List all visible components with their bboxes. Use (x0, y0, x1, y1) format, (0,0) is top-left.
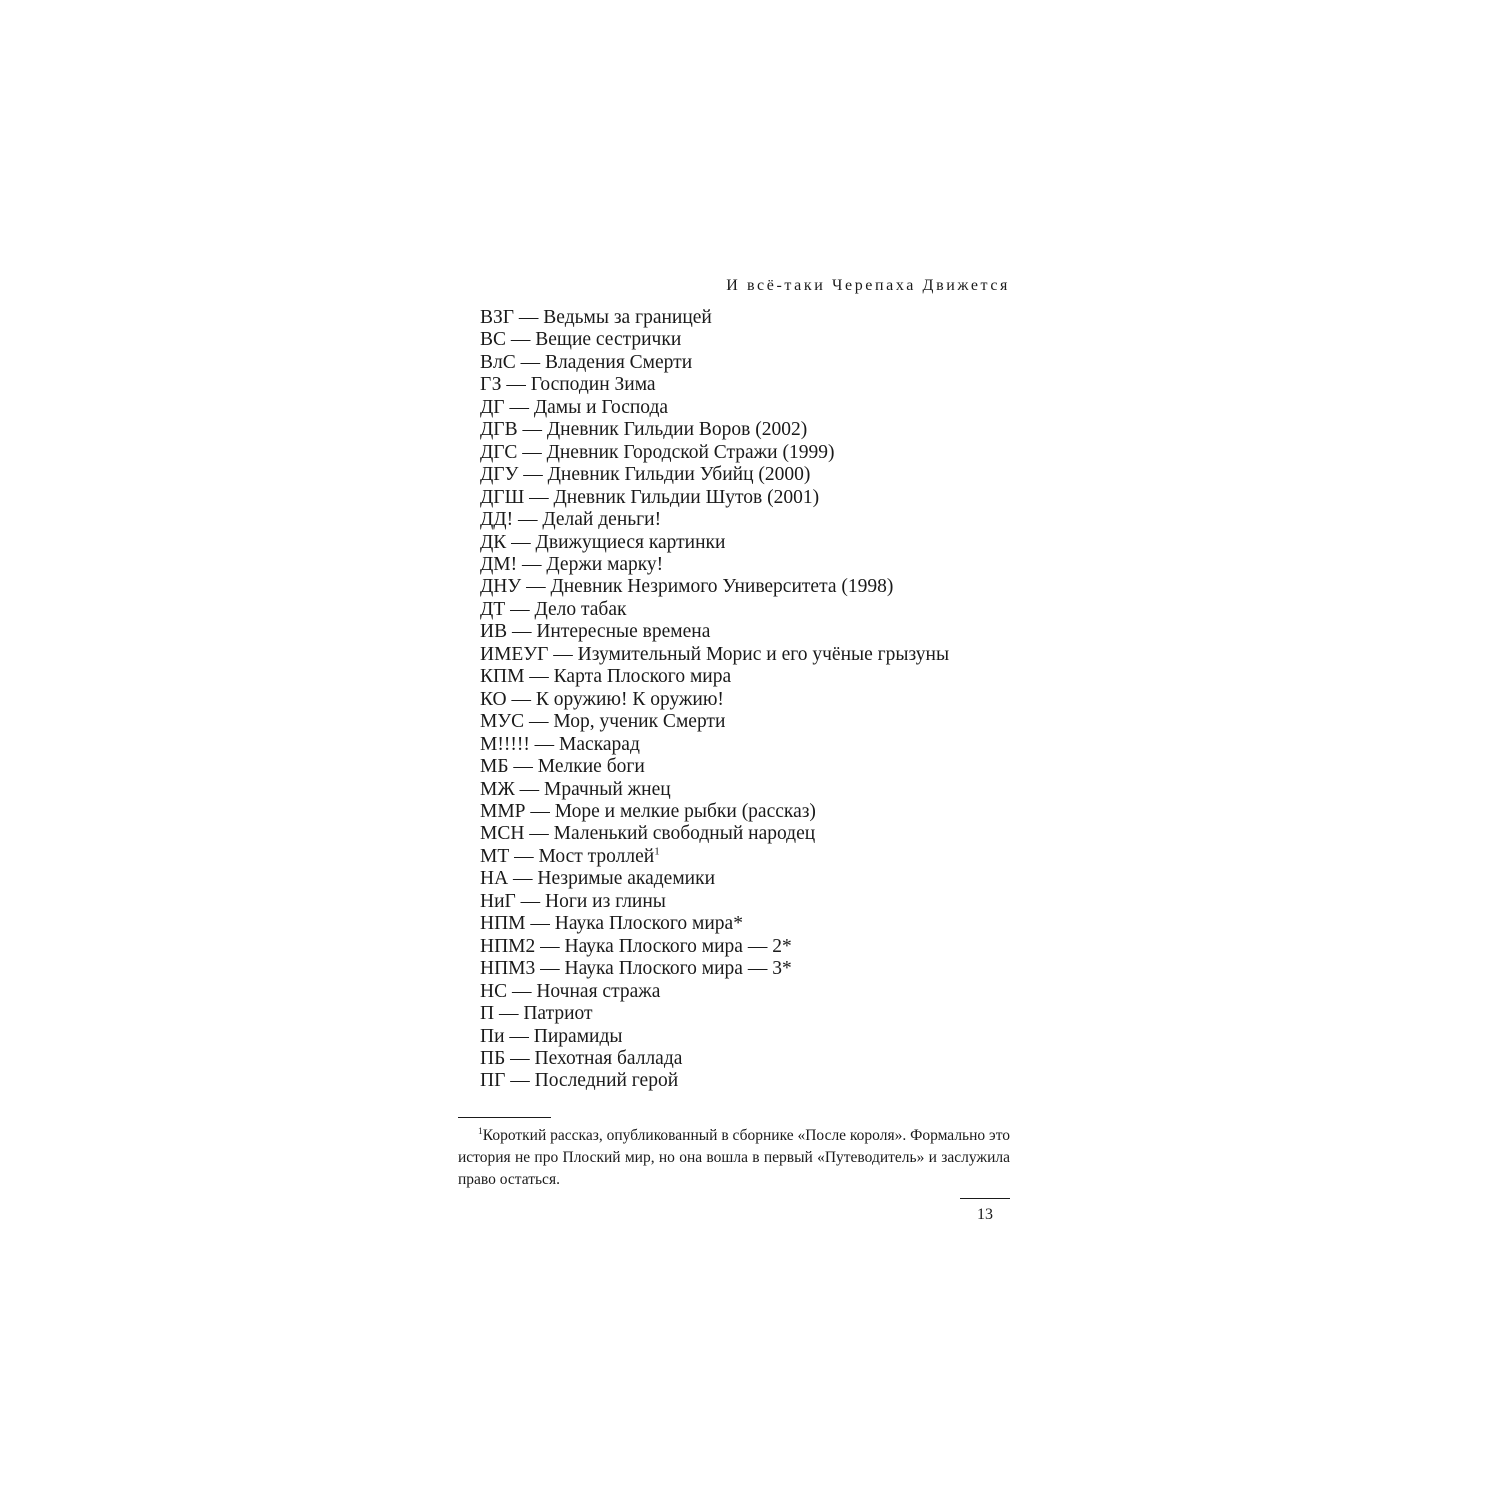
abbreviation-text: ДГШ — Дневник Гильдии Шутов (2001) (480, 486, 820, 508)
footnote-text: Короткий рассказ, опубликованный в сборнике «После короля». Формально это история не про Плоский мир, но она вошла в первый «Путеводитель» и заслужила право остаться. (458, 1127, 1011, 1188)
abbreviation-item (480, 1048, 949, 1070)
abbreviation-text: МТ — Мост троллей (480, 845, 655, 867)
abbreviation-item (480, 599, 949, 621)
abbreviation-item (480, 487, 949, 509)
footnote-marker: 1 (478, 1126, 483, 1137)
abbreviation-text: ДНУ — Дневник Незримого Университета (1998) (480, 576, 894, 598)
abbreviation-item (480, 958, 949, 980)
abbreviation-item (480, 779, 949, 801)
abbreviation-text: ММР — Море и мелкие рыбки (рассказ) (480, 800, 816, 822)
abbreviation-text: П — Патриот (480, 1003, 593, 1025)
page-number-rule (960, 1198, 1010, 1199)
footnote-rule (458, 1117, 551, 1118)
abbreviation-item (480, 352, 949, 374)
abbreviation-text: КО — К оружию! К оружию! (480, 688, 724, 710)
abbreviation-text: ДГВ — Дневник Гильдии Воров (2002) (480, 419, 808, 441)
abbreviation-item (480, 689, 949, 711)
abbreviation-item (480, 329, 949, 351)
abbreviation-text: ДТ — Дело табак (480, 598, 627, 620)
footnote (458, 1125, 1010, 1191)
abbreviation-item (480, 913, 949, 935)
abbreviation-text: ПБ — Пехотная баллада (480, 1047, 683, 1069)
abbreviation-item (480, 644, 949, 666)
abbreviation-item (480, 666, 949, 688)
abbreviation-item (480, 554, 949, 576)
abbreviation-item (480, 823, 949, 845)
abbreviation-item (480, 801, 949, 823)
abbreviation-text: ИВ — Интересные времена (480, 621, 711, 643)
abbreviation-text: ДГС — Дневник Городской Стражи (1999) (480, 441, 835, 463)
abbreviation-text: ВС — Вещие сестрички (480, 329, 682, 351)
abbreviation-item (480, 868, 949, 890)
abbreviation-text: НПМ — Наука Плоского мира* (480, 913, 743, 935)
abbreviation-text: ДД! — Делай деньги! (480, 509, 662, 531)
abbreviation-text: НиГ — Ноги из глины (480, 890, 666, 912)
abbreviation-text: НА — Незримые академики (480, 868, 715, 890)
abbreviation-text: ДГ — Дамы и Господа (480, 396, 669, 418)
abbreviation-item (480, 621, 949, 643)
abbreviation-item (480, 307, 949, 329)
abbreviation-text: Пи — Пирамиды (480, 1025, 623, 1047)
abbreviation-text: МСН — Маленький свободный народец (480, 823, 816, 845)
abbreviation-text: МБ — Мелкие боги (480, 756, 645, 778)
abbreviation-item (480, 509, 949, 531)
abbreviation-text: НПМ2 — Наука Плоского мира — 2* (480, 935, 792, 957)
abbreviation-text: МУС — Мор, ученик Смерти (480, 711, 726, 733)
abbreviation-item (480, 891, 949, 913)
abbreviation-item (480, 442, 949, 464)
abbreviation-item (480, 1003, 949, 1025)
abbreviation-text: МЖ — Мрачный жнец (480, 778, 671, 800)
running-head: И всё-таки Черепаха Движется (726, 277, 1010, 294)
abbreviation-item (480, 464, 949, 486)
abbreviation-text: НПМ3 — Наука Плоского мира — 3* (480, 958, 792, 980)
abbreviation-item (480, 711, 949, 733)
abbreviation-item (480, 981, 949, 1003)
abbreviation-item (480, 532, 949, 554)
abbreviation-text: ВлС — Владения Смерти (480, 351, 693, 373)
abbreviation-text: ДМ! — Держи марку! (480, 553, 664, 575)
abbreviation-item (480, 419, 949, 441)
abbreviation-item (480, 397, 949, 419)
footnote-reference: 1 (654, 845, 660, 858)
abbreviation-text: ВЗГ — Ведьмы за границей (480, 307, 712, 328)
abbreviation-item (480, 846, 949, 868)
abbreviation-item (480, 936, 949, 958)
abbreviation-text: ИМЕУГ — Изумительный Морис и его учёные грызуны (480, 643, 950, 665)
abbreviation-text: ПГ — Последний герой (480, 1070, 679, 1092)
abbreviation-text: КПМ — Карта Плоского мира (480, 666, 732, 688)
abbreviation-item (480, 734, 949, 756)
abbreviation-item (480, 1070, 949, 1092)
abbreviation-text: НС — Ночная стража (480, 980, 661, 1002)
abbreviation-text: М!!!!! — Маскарад (480, 733, 640, 755)
footnote-paragraph (458, 1125, 1010, 1191)
abbreviation-text: ДК — Движущиеся картинки (480, 531, 726, 553)
abbreviation-item (480, 1026, 949, 1048)
abbreviation-text: ДГУ — Дневник Гильдии Убийц (2000) (480, 464, 811, 486)
abbreviation-list (480, 307, 949, 1093)
abbreviation-item (480, 576, 949, 598)
abbreviation-item (480, 756, 949, 778)
page-number: 13 (977, 1206, 993, 1223)
abbreviation-item (480, 374, 949, 396)
abbreviation-text: ГЗ — Господин Зима (480, 374, 656, 396)
